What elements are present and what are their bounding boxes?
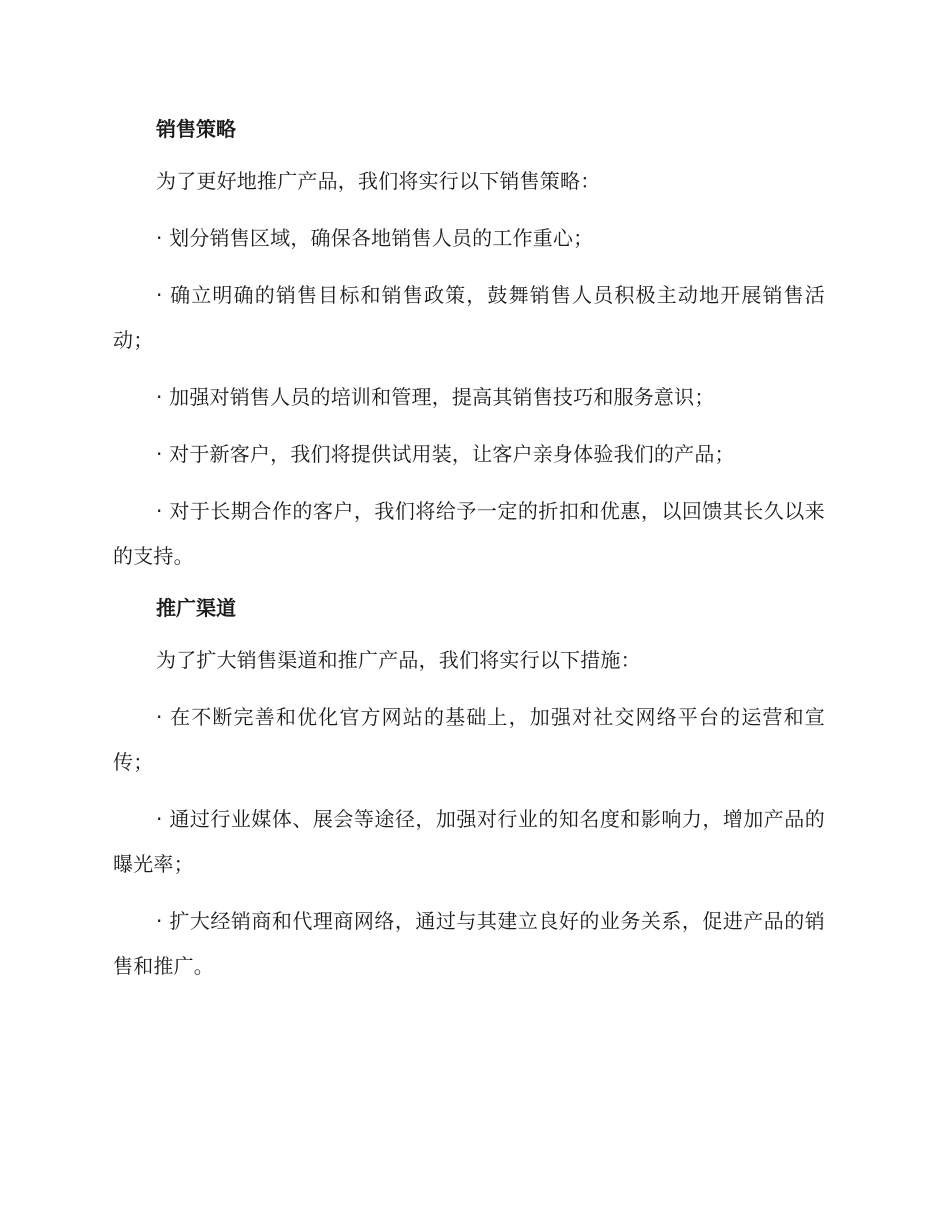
list-item: · 确立明确的销售目标和销售政策，鼓舞销售人员积极主动地开展销售活动； <box>113 283 825 352</box>
document-page <box>113 112 825 989</box>
list-item: · 对于长期合作的客户，我们将给予一定的折扣和优惠，以回馈其长久以来的支持。 <box>113 499 825 568</box>
section-intro: 为了扩大销售渠道和推广产品，我们将实行以下措施： <box>156 648 641 672</box>
section-intro: 为了更好地推广产品，我们将实行以下销售策略： <box>156 169 601 193</box>
list-item: · 在不断完善和优化官方网站的基础上，加强对社交网络平台的运营和宣传； <box>113 705 825 774</box>
list-item: · 划分销售区域，确保各地销售人员的工作重心； <box>156 226 594 250</box>
list-item: · 通过行业媒体、展会等途径，加强对行业的知名度和影响力，增加产品的曝光率； <box>113 807 825 876</box>
list-item: · 加强对销售人员的培训和管理，提高其销售技巧和服务意识； <box>156 385 715 409</box>
list-item: · 扩大经销商和代理商网络，通过与其建立良好的业务关系，促进产品的销售和推广。 <box>113 909 825 978</box>
section-heading-promotion-channels: 推广渠道 <box>156 596 236 620</box>
list-item: · 对于新客户，我们将提供试用装，让客户亲身体验我们的产品； <box>156 442 735 466</box>
section-heading-sales-strategy: 销售策略 <box>156 117 236 141</box>
